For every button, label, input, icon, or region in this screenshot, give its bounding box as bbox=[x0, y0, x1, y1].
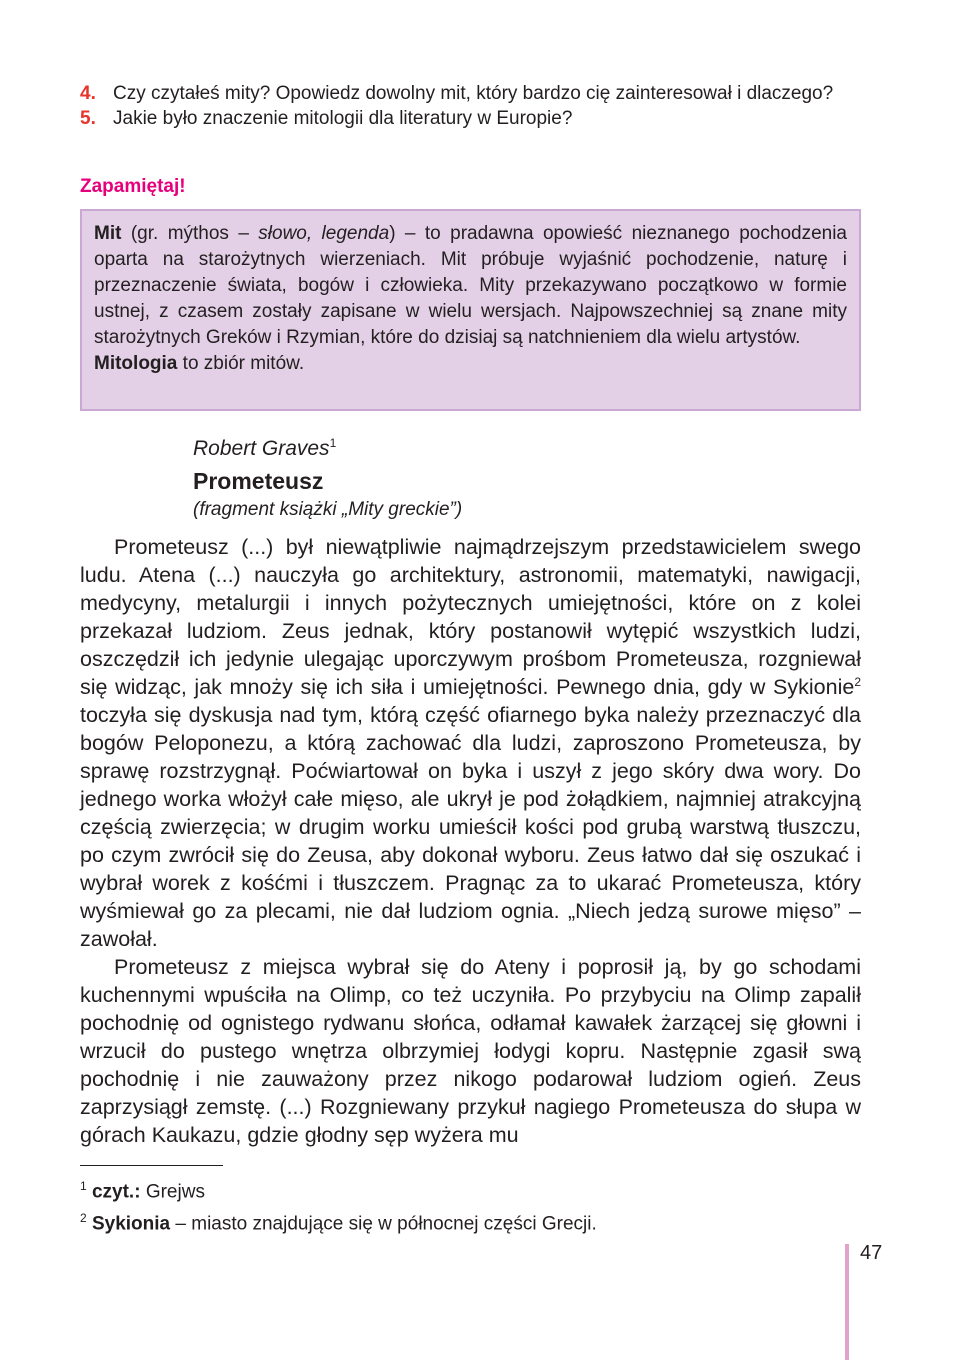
page-number: 47 bbox=[860, 1242, 883, 1264]
remember-heading: Zapamiętaj! bbox=[80, 176, 186, 197]
question-4 bbox=[80, 81, 862, 106]
definition-mythology: Mitologia to zbiór mitów. bbox=[94, 353, 305, 374]
question-5 bbox=[80, 106, 862, 131]
question-text: Czy czytałeś mity? Opowiedz dowolny mit, który bardzo cię zainteresował i dlaczego? bbox=[113, 83, 834, 104]
page-margin-bar bbox=[845, 1244, 849, 1360]
excerpt-subtitle: (fragment książki „Mity greckie”) bbox=[193, 499, 463, 520]
footnote-ref: 1 bbox=[329, 436, 337, 450]
question-number: 4. bbox=[80, 83, 96, 104]
paragraph-1: Prometeusz (...) był niewątpliwie najmądrzejszym przedstawicielem swego ludu. Atena (...) nauczyła go architektury, astronomii, matematyki, nawigacji, medycyny, metalurgii i innych pożytecznych umiejętności, które on z kolei przekazał ludziom. Zeus jednak, który postanowił wytępić wszystkich ludzi, oszczędził ich jedynie ulegając uporczywym prośbom Prometeusza, rozgniewał się widząc, jak mnoży się ich siła i umiejętności. Pewnego dnia, gdy w Sykionie$^2$ toczyła się dyskusja nad tym, którą część ofiarnego byka należy przeznaczyć dla bogów Peloponezu, a którą zachować dla ludzi, zaproszono Prometeusza, by sprawę rozstrzygnął. Poćwiartował on byka i uszył z jego skóry dwa wory. Do jednego worka włożył całe mięso, ale ukrył je pod żołądkiem, najmniej atrakcyjną częścią zwierzęcia; w drugim worku umieścił kości pod grubą warstwą tłuszczu, po czym zwrócił się do Zeusa, aby dokonał wyboru. Zeus łatwo dał się oszukać i wybrał worek z kośćmi i tłuszczem. Pragnąc za to ukarać Prometeusza, który wyśmiewał go za plecami, nie dał ludziom ognia. „Niech jedzą surowe mięso” – zawołał. bbox=[80, 535, 861, 951]
footnote-1: $^1$ czyt.: Grejws bbox=[80, 1179, 205, 1203]
question-text: Jakie było znaczenie mitologii dla literatury w Europie? bbox=[113, 108, 573, 129]
term-mitologia: Mitologia bbox=[94, 353, 178, 374]
definition-myth: Mit (gr. mýthos – słowo, legenda) – to pradawna opowieść nieznanego pochodzenia oparta na starożytnych wierzeniach. Mit próbuje wyjaśnić pochodzenie, naturę i przeznaczenie świata, bogów i człowieka. Mity przekazywano początkowo w formie ustnej, z czasem zostały zapisane w wielu wersjach. Najpowszechniej są znane mity starożytnych Greków i Rzymian, które do dzisiaj są natchnieniem dla wielu artystów. bbox=[94, 223, 847, 348]
footnote-divider bbox=[80, 1165, 223, 1166]
excerpt-title: Prometeusz bbox=[193, 468, 324, 494]
term-gloss: słowo, legenda bbox=[258, 223, 390, 244]
footnote-ref: 2 bbox=[854, 674, 861, 689]
questions-list bbox=[80, 81, 862, 131]
definition-box bbox=[80, 209, 861, 411]
excerpt-author: Robert Graves$^1$ bbox=[193, 436, 337, 460]
term-mit: Mit bbox=[94, 223, 122, 244]
paragraph-2: Prometeusz z miejsca wybrał się do Ateny i poprosił ją, by go schodami kuchennymi wpuściła na Olimp, co też uczyniła. Po przybyciu na Olimp zapalił pochodnię od ognistego rydwanu słońca, odłamał kawałek żarzącej się głowni i wrzucił do pustego wnętrza olbrzymiej łodygi kopru. Następnie zgasił swą pochodnię i nie zauważony przez nikogo podarował ludziom ogień. Zeus zaprzysiągł zemstę. (...) Rozgniewany przykuł nagiego Prometeusza do słupa w górach Kaukazu, gdzie głodny sęp wyżera mu bbox=[80, 955, 861, 1147]
question-number: 5. bbox=[80, 108, 96, 129]
excerpt-body bbox=[80, 533, 861, 1149]
footnotes bbox=[80, 1173, 597, 1238]
footnote-2: $^2$ Sykionia – miasto znajdujące się w północnej części Grecji. bbox=[80, 1211, 597, 1235]
